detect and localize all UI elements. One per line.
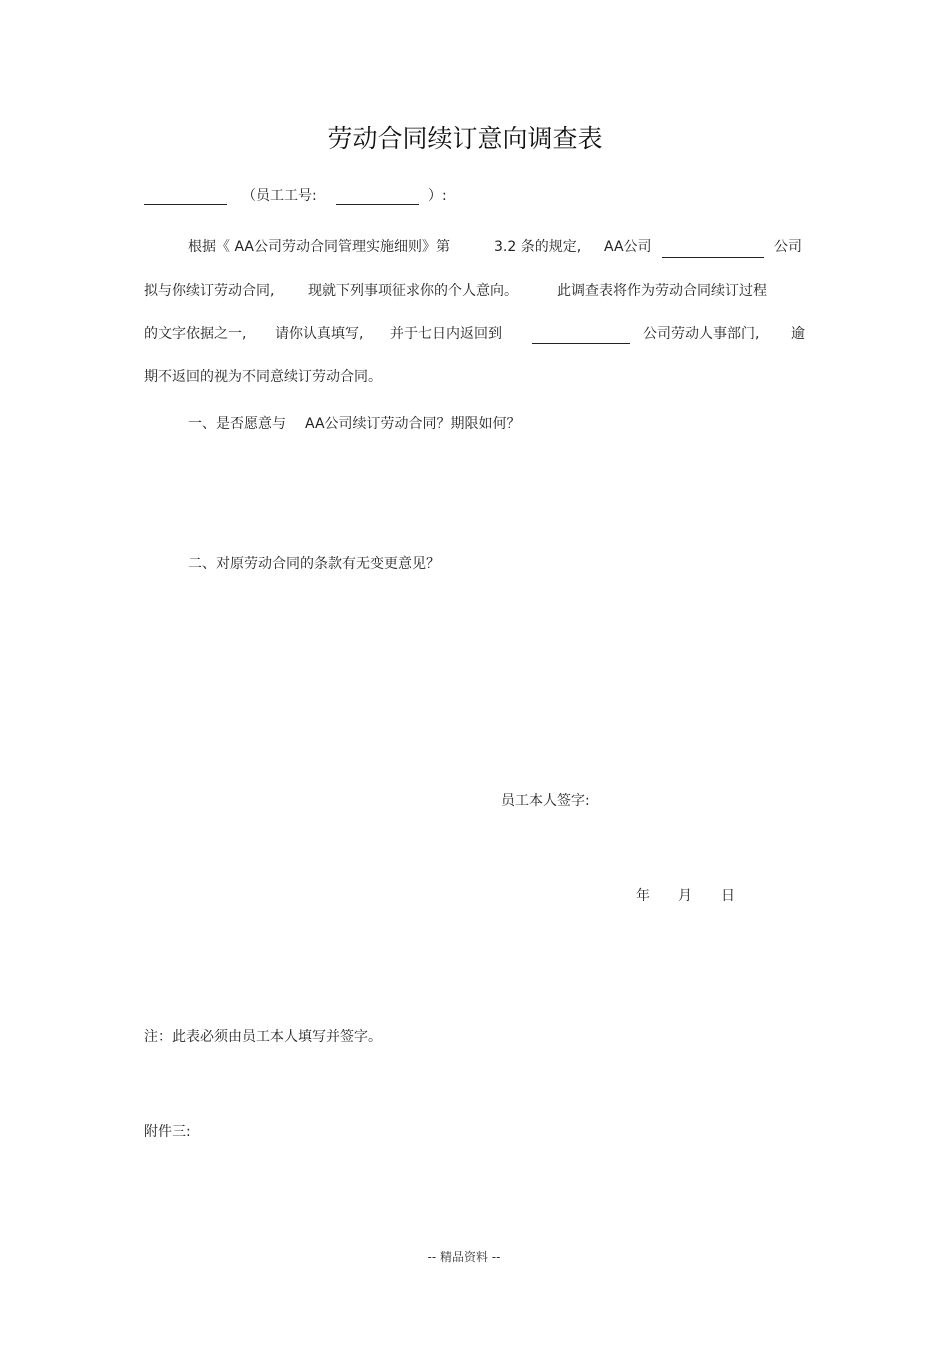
- return-company-blank[interactable]: [532, 343, 630, 344]
- paragraph-line-2c: 此调查表将作为劳动合同续订过程: [557, 283, 767, 299]
- question-1-label-a: 一、是否愿意与: [188, 416, 286, 432]
- paragraph-line-3c: 并于七日内返回到: [390, 326, 502, 342]
- signature-label: 员工本人签字:: [501, 793, 590, 809]
- date-day-label: 日: [721, 888, 735, 904]
- paragraph-line-3a: 的文字依据之一,: [144, 326, 247, 342]
- paragraph-line-4: 期不返回的视为不同意续订劳动合同。: [144, 369, 382, 385]
- employee-id-blank[interactable]: [336, 204, 419, 205]
- company-name-blank[interactable]: [662, 257, 764, 258]
- date-month-label: 月: [678, 888, 692, 904]
- paragraph-line-3b: 请你认真填写,: [275, 326, 364, 342]
- question-1-answer-area[interactable]: [188, 445, 808, 540]
- signature-field[interactable]: [600, 788, 800, 814]
- date-year-label: 年: [636, 888, 650, 904]
- page-title: 劳动合同续订意向调查表: [327, 124, 603, 153]
- paragraph-line-1b: 3.2 条的规定,: [494, 239, 582, 255]
- employee-id-close: ）:: [428, 188, 447, 204]
- employee-id-label: （员工工号:: [242, 188, 317, 204]
- paragraph-line-1c: AA公司: [604, 239, 652, 255]
- paragraph-line-3d: 公司劳动人事部门,: [643, 326, 760, 342]
- note-text: 注：此表必须由员工本人填写并签字。: [144, 1029, 382, 1045]
- question-1-label-b: AA公司续订劳动合同？期限如何？: [305, 416, 521, 432]
- employee-name-blank[interactable]: [144, 204, 227, 205]
- paragraph-line-2a: 拟与你续订劳动合同,: [144, 283, 275, 299]
- paragraph-line-3e: 逾: [791, 326, 805, 342]
- question-2-answer-area[interactable]: [188, 585, 808, 775]
- question-2-label: 二、对原劳动合同的条款有无变更意见？: [188, 556, 440, 572]
- page-footer: -- 精品资料 --: [427, 1250, 501, 1264]
- paragraph-line-1a: 根据《 AA公司劳动合同管理实施细则》第: [188, 239, 450, 255]
- paragraph-line-2b: 现就下列事项征求你的个人意向。: [308, 283, 518, 299]
- paragraph-line-1d: 公司: [774, 239, 802, 255]
- attachment-label: 附件三:: [144, 1124, 191, 1140]
